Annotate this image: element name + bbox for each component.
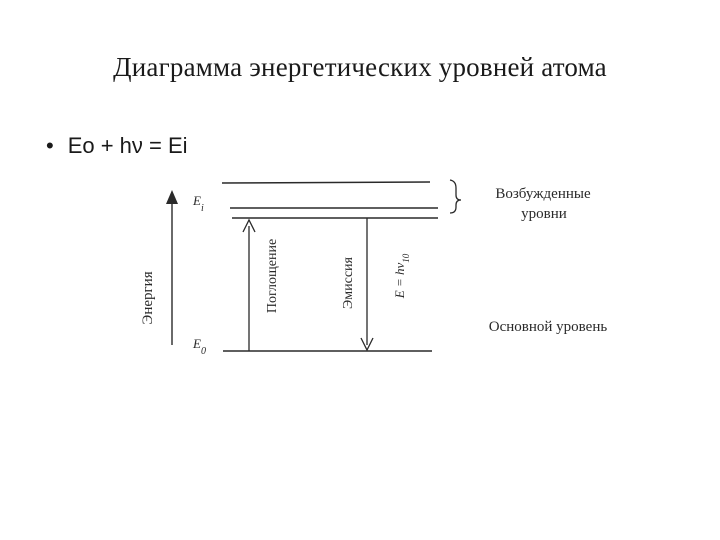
excited-levels-label-line2: уровни [521, 206, 567, 222]
absorption-label: Поглощение [265, 238, 280, 314]
slide-title: Диаграмма энергетических уровней атома [113, 52, 607, 82]
energy-axis-label: Энергия [140, 271, 156, 325]
formula-text: Eo + hν = Ei [67, 133, 188, 158]
excited-level-line-1 [222, 182, 430, 183]
energy-formula-label: $E = h\nu_{10}$ [392, 253, 411, 299]
level-ei-label: $E_i$ [193, 193, 204, 214]
level-e0-label: $E_0$ [193, 336, 206, 357]
ground-level-label: Основной уровень [488, 319, 608, 335]
emission-label: Эмиссия [341, 257, 356, 309]
energy-axis-arrowhead [166, 190, 178, 204]
bullet-dot-icon: • [46, 133, 54, 158]
excited-levels-label-line1: Возбужденные [495, 186, 591, 202]
excited-levels-brace [450, 180, 461, 213]
